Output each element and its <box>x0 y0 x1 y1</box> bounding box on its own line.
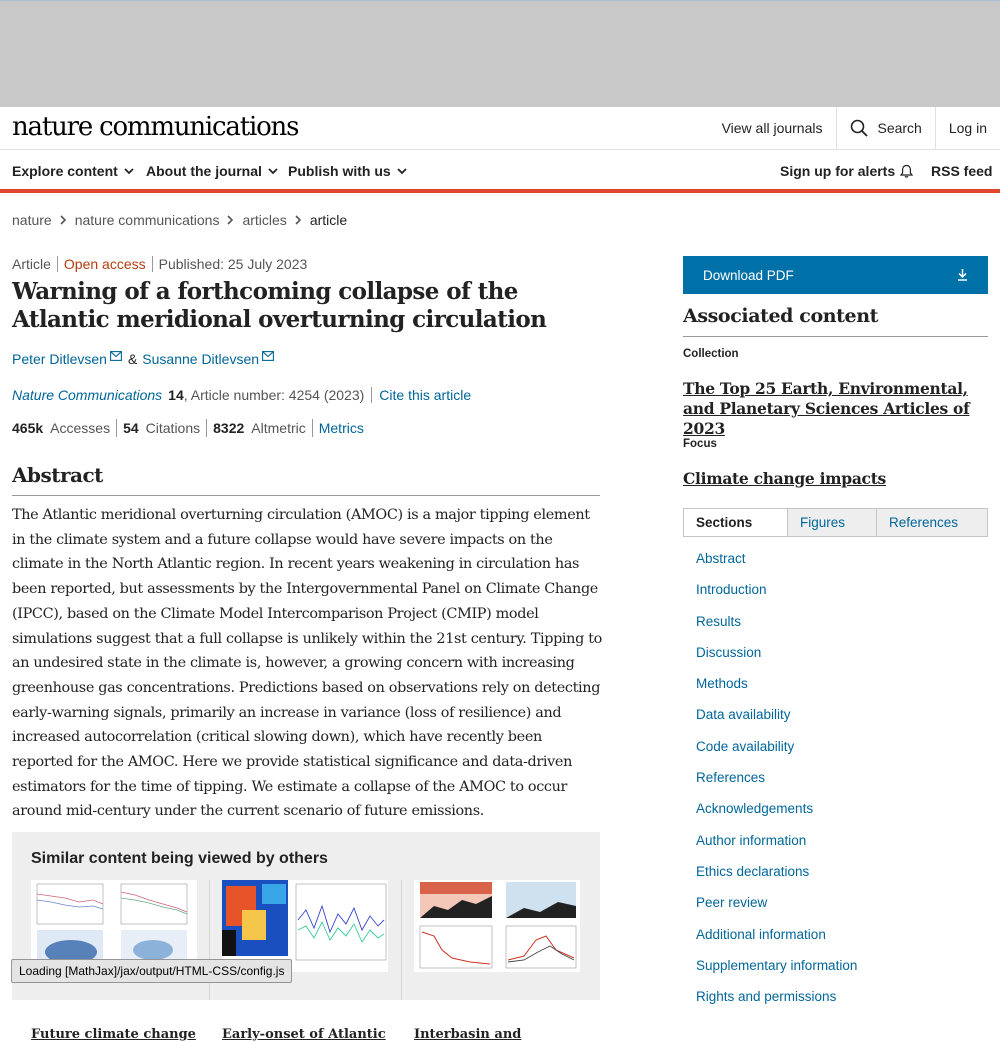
collection-label: Collection <box>683 348 739 360</box>
list-item <box>696 707 857 738</box>
list-item <box>696 645 857 676</box>
divider <box>152 256 153 272</box>
main-nav <box>0 150 1000 193</box>
list-item <box>696 895 857 926</box>
article-metrics <box>12 419 364 437</box>
section-link[interactable]: Methods <box>696 676 748 692</box>
divider <box>116 419 117 437</box>
chevron-right-icon <box>60 215 67 225</box>
mail-icon[interactable] <box>262 351 274 361</box>
article-type: Article <box>12 256 51 272</box>
alerts-label: Sign up for alerts <box>780 163 896 179</box>
section-link[interactable]: Results <box>696 613 742 629</box>
journal-link[interactable]: Nature Communications <box>12 387 163 403</box>
citation-line <box>12 387 471 403</box>
abstract-text: The Atlantic meridional overturning circulation (AMOC) is a major tipping element in the climate system and a future collapse would have severe impacts on the climate in the North Atlantic region. In recent years weakening in circulation has been reported, but assessments by the Intergovernmental Panel on Climate Change (IPCC), based on the Climate Model Intercomparison Project (CMIP) model simulations suggest that a full collapse is unlikely within the 21st century. Tipping to an undesired state in the climate is, however, a growing concern with increasing greenhouse gas concentrations. Predictions based on observations rely on detecting early-warning signals, primarily an increase in variance (loss of resilience) and increased autocorrelation (critical slowing down), which have recently been reported for the AMOC. Here we provide statistical significance and data-driven estimators for the time of tipping. We estimate a collapse of the AMOC to occur around mid-century under the current scenario of future emissions. <box>12 507 602 820</box>
view-all-journals-link[interactable]: View all journals <box>721 120 823 136</box>
sidebar-tabs <box>683 508 988 537</box>
similar-thumbnail <box>414 880 580 972</box>
section-link[interactable]: Discussion <box>696 644 762 660</box>
header-actions <box>709 107 1000 149</box>
citations-label: Citations <box>145 420 201 436</box>
download-icon <box>957 268 968 281</box>
download-pdf-button[interactable] <box>683 256 988 294</box>
similar-card-title[interactable]: Future climate change <box>31 1027 196 1042</box>
chevron-down-icon <box>397 168 407 175</box>
chevron-right-icon <box>295 215 302 225</box>
list-item <box>696 676 857 707</box>
accesses-count: 465k <box>12 420 44 436</box>
article-number: , Article number: 4254 (2023) <box>183 387 365 403</box>
similar-card-title[interactable]: Early-onset of Atlantic <box>222 1027 386 1042</box>
chevron-down-icon <box>124 168 134 175</box>
metrics-link[interactable]: Metrics <box>318 420 364 436</box>
collection-link[interactable]: The Top 25 Earth, Environmental, and Planetary Sciences Articles of 2023 <box>683 379 970 438</box>
divider <box>206 419 207 437</box>
published-date: Published: 25 July 2023 <box>158 256 308 272</box>
altmetric-label: Altmetric <box>251 420 306 436</box>
section-link[interactable]: Data availability <box>696 707 791 723</box>
journal-logo[interactable]: nature communications <box>12 112 299 142</box>
article-meta <box>12 256 307 272</box>
section-link[interactable]: Acknowledgements <box>696 801 814 817</box>
section-link[interactable]: Additional information <box>696 926 826 942</box>
rss-feed-link[interactable]: RSS feed <box>931 163 993 179</box>
list-item <box>696 801 857 832</box>
author-separator: & <box>127 351 138 367</box>
nav-publish-label: Publish with us <box>288 163 391 179</box>
search-button[interactable] <box>836 107 934 149</box>
list-item <box>696 739 857 770</box>
section-link[interactable]: References <box>696 770 766 786</box>
associated-content-heading: Associated content <box>683 305 988 337</box>
tab-references[interactable]: References <box>876 509 987 536</box>
section-link[interactable]: Abstract <box>696 551 746 566</box>
similar-content-heading: Similar content being viewed by others <box>31 850 328 867</box>
advertisement-banner <box>0 0 1000 107</box>
download-pdf-label: Download PDF <box>703 267 794 283</box>
section-link[interactable]: Rights and permissions <box>696 989 837 1005</box>
bell-icon <box>900 164 913 178</box>
breadcrumb <box>12 212 347 228</box>
nav-about-label: About the journal <box>146 163 262 179</box>
sign-up-alerts-link[interactable] <box>780 163 913 179</box>
section-link[interactable]: Supplementary information <box>696 957 858 973</box>
list-item <box>696 927 857 958</box>
chevron-right-icon <box>227 215 234 225</box>
divider <box>312 419 313 437</box>
author-link-susanne[interactable]: Susanne Ditlevsen <box>142 351 260 367</box>
divider <box>371 387 372 403</box>
section-link[interactable]: Ethics declarations <box>696 863 810 879</box>
list-item <box>696 989 857 1020</box>
section-link[interactable]: Code availability <box>696 738 795 754</box>
nav-explore-label: Explore content <box>12 163 118 179</box>
mail-icon[interactable] <box>110 351 122 361</box>
similar-card-title[interactable]: Interbasin and <box>414 1027 522 1042</box>
volume-number: 14 <box>168 387 184 403</box>
list-item <box>696 551 857 582</box>
breadcrumb-nature-communications[interactable]: nature communications <box>74 212 220 228</box>
list-item <box>696 958 857 989</box>
list-item <box>696 770 857 801</box>
article-title: Warning of a forthcoming collapse of the Atlantic meridional overturning circulation <box>12 278 547 333</box>
author-list <box>12 351 280 367</box>
nav-publish-with-us[interactable] <box>288 163 407 179</box>
mathjax-loading-status: Loading [MathJax]/jax/output/HTML-CSS/config.js <box>11 959 292 983</box>
list-item <box>696 582 857 613</box>
accesses-label: Accesses <box>50 420 111 436</box>
breadcrumb-articles[interactable]: articles <box>242 212 287 228</box>
list-item <box>696 864 857 895</box>
divider <box>401 880 402 1000</box>
abstract-heading: Abstract <box>12 463 600 496</box>
log-in-link[interactable]: Log in <box>935 107 1000 149</box>
sections-list <box>696 551 857 1020</box>
search-label: Search <box>877 120 922 136</box>
section-link[interactable]: Author information <box>696 832 807 848</box>
site-header <box>0 107 1000 150</box>
section-link[interactable]: Introduction <box>696 582 767 598</box>
open-access-link[interactable]: Open access <box>63 256 146 272</box>
nav-about-journal[interactable] <box>146 163 278 179</box>
section-link[interactable]: Peer review <box>696 895 768 911</box>
tab-figures[interactable]: Figures <box>787 509 876 536</box>
citations-count: 54 <box>123 420 139 436</box>
author-link-peter[interactable]: Peter Ditlevsen <box>12 351 107 367</box>
divider <box>57 256 58 272</box>
focus-label: Focus <box>683 438 717 450</box>
search-icon <box>850 119 868 137</box>
nav-explore-content[interactable] <box>12 163 134 179</box>
list-item <box>696 833 857 864</box>
altmetric-score: 8322 <box>213 420 245 436</box>
chevron-down-icon <box>268 168 278 175</box>
breadcrumb-nature[interactable]: nature <box>12 212 52 228</box>
breadcrumb-current: article <box>309 212 348 228</box>
focus-link[interactable]: Climate change impacts <box>683 469 886 488</box>
similar-card[interactable] <box>414 880 582 1042</box>
cite-this-article-link[interactable]: Cite this article <box>379 387 472 403</box>
tab-sections[interactable]: Sections <box>684 509 787 536</box>
list-item <box>696 614 857 645</box>
